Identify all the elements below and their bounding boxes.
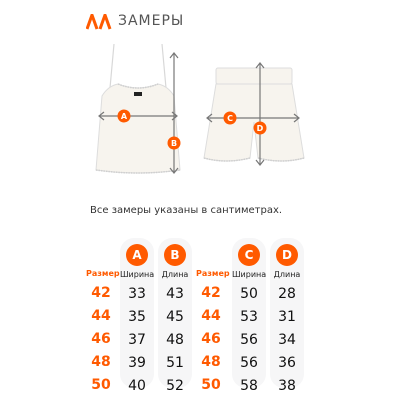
- column-header: Ширина: [232, 270, 267, 279]
- value-cell: 58: [240, 378, 258, 394]
- value-cell: 52: [166, 378, 184, 394]
- shorts-image: [204, 68, 304, 161]
- value-cell: 33: [128, 286, 146, 302]
- page-title: ЗАМЕРЫ: [118, 13, 185, 29]
- value-cell: 39: [128, 355, 146, 371]
- value-cell: 56: [240, 332, 258, 348]
- value-cell: 28: [278, 286, 296, 302]
- marker-c: [224, 112, 237, 125]
- column-header: Ширина: [120, 270, 155, 279]
- marker-a: [118, 110, 131, 123]
- brand-logo-icon: [86, 14, 112, 30]
- units-note: Все замеры указаны в сантиметрах.: [90, 205, 283, 216]
- value-cell: 37: [128, 332, 146, 348]
- size-cell: 48: [201, 354, 221, 370]
- garment-illustration: [88, 40, 328, 190]
- value-cell: 53: [240, 309, 258, 325]
- value-cell: 40: [128, 378, 146, 394]
- size-cell: 42: [91, 285, 111, 301]
- value-cell: 51: [166, 355, 184, 371]
- size-cell: 48: [91, 354, 111, 370]
- size-cell: 44: [201, 308, 221, 324]
- size-cell: 44: [91, 308, 111, 324]
- column-header: Длина: [273, 270, 301, 279]
- marker-d: [254, 122, 267, 135]
- value-cell: 36: [278, 355, 296, 371]
- badge-a: A: [126, 244, 148, 266]
- value-cell: 43: [166, 286, 184, 302]
- svg-text:B: B: [170, 139, 178, 148]
- length-column-b: [158, 238, 192, 394]
- value-cell: 35: [128, 309, 146, 325]
- value-cell: 45: [166, 309, 184, 325]
- size-cell: 46: [91, 331, 111, 347]
- value-cell: 31: [278, 309, 296, 325]
- size-cell: 50: [91, 377, 111, 393]
- value-cell: 38: [278, 378, 296, 394]
- svg-text:A: A: [120, 112, 128, 121]
- size-column: [86, 282, 116, 397]
- camisole-top-image: [96, 44, 180, 173]
- size-cell: 50: [201, 377, 221, 393]
- size-cell: 42: [201, 285, 221, 301]
- size-header: Размер: [196, 269, 230, 278]
- width-column-c: [232, 238, 267, 394]
- svg-text:C: C: [227, 114, 233, 123]
- value-cell: 50: [240, 286, 258, 302]
- size-header: Размер: [86, 269, 120, 278]
- value-cell: 48: [166, 332, 184, 348]
- svg-text:D: D: [256, 124, 264, 133]
- value-cell: 56: [240, 355, 258, 371]
- column-header: Длина: [161, 270, 189, 279]
- badge-b: B: [164, 244, 186, 266]
- marker-b: [168, 137, 181, 150]
- badge-c: C: [238, 244, 260, 266]
- width-column-a: [120, 238, 155, 394]
- badge-d: D: [276, 244, 298, 266]
- length-column-d: [270, 238, 304, 394]
- size-column: [196, 282, 226, 397]
- size-cell: 46: [201, 331, 221, 347]
- value-cell: 34: [278, 332, 296, 348]
